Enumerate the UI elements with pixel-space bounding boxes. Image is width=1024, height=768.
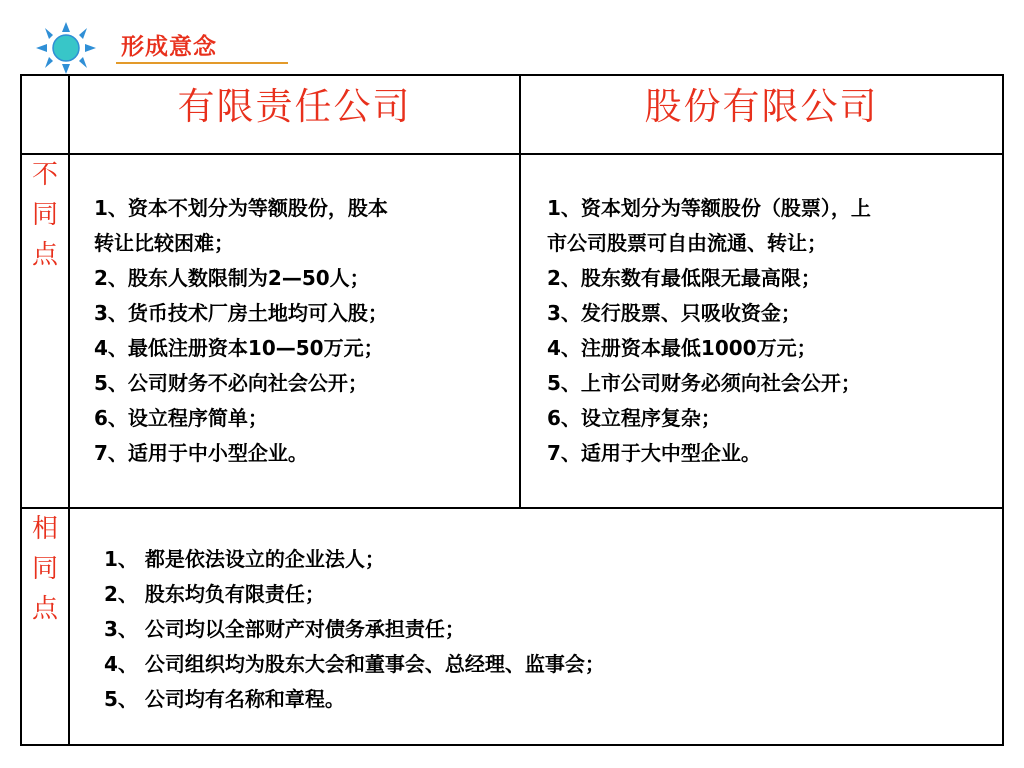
list-item: 6、设立程序复杂； xyxy=(547,406,721,430)
comparison-table xyxy=(20,74,1004,746)
similarities-list xyxy=(104,542,1002,717)
slide-title: 形成意念 xyxy=(121,34,217,60)
title-underline xyxy=(116,62,288,64)
list-item: 5、公司财务不必向社会公开； xyxy=(94,371,368,395)
llc-differences-list xyxy=(94,191,519,471)
list-item: 2、股东数有最低限无最高限； xyxy=(547,266,821,290)
similarities-row xyxy=(21,508,1003,745)
list-item: 7、适用于大中型企业。 xyxy=(547,441,761,465)
jsc-differences-cell xyxy=(520,154,1003,508)
list-item: 4、注册资本最低1000万元； xyxy=(547,336,817,360)
header-jsc: 股份有限公司 xyxy=(520,75,1003,154)
list-item: 3、 公司均以全部财产对债务承担责任； xyxy=(104,617,465,641)
list-item: 2、 股东均负有限责任； xyxy=(104,582,325,606)
list-item: 4、 公司组织均为股东大会和董事会、总经理、监事会； xyxy=(104,652,605,676)
list-item: 4、最低注册资本10—50万元； xyxy=(94,336,384,360)
sun-icon xyxy=(36,22,96,74)
list-item: 1、 都是依法设立的企业法人； xyxy=(104,547,385,571)
list-item: 1、资本划分为等额股份（股票），上 xyxy=(547,196,871,220)
corner-cell xyxy=(21,75,69,154)
header-row xyxy=(21,75,1003,154)
list-item: 3、发行股票、只吸收资金； xyxy=(547,301,801,325)
list-item: 5、上市公司财务必须向社会公开； xyxy=(547,371,861,395)
list-item: 3、货币技术厂房土地均可入股； xyxy=(94,301,388,325)
jsc-differences-list xyxy=(547,191,1002,471)
list-item: 7、适用于中小型企业。 xyxy=(94,441,308,465)
list-item: 2、股东人数限制为2—50人； xyxy=(94,266,370,290)
similarities-label: 相 同 点 xyxy=(21,508,69,745)
list-item: 市公司股票可自由流通、转让； xyxy=(547,231,827,255)
llc-differences-cell xyxy=(69,154,520,508)
differences-label: 不 同 点 xyxy=(21,154,69,508)
similarities-cell xyxy=(69,508,1003,745)
differences-row xyxy=(21,154,1003,508)
list-item: 转让比较困难； xyxy=(94,231,234,255)
list-item: 6、设立程序简单； xyxy=(94,406,268,430)
header-llc: 有限责任公司 xyxy=(69,75,520,154)
list-item: 5、 公司均有名称和章程。 xyxy=(104,687,345,711)
list-item: 1、资本不划分为等额股份，股本 xyxy=(94,196,388,220)
